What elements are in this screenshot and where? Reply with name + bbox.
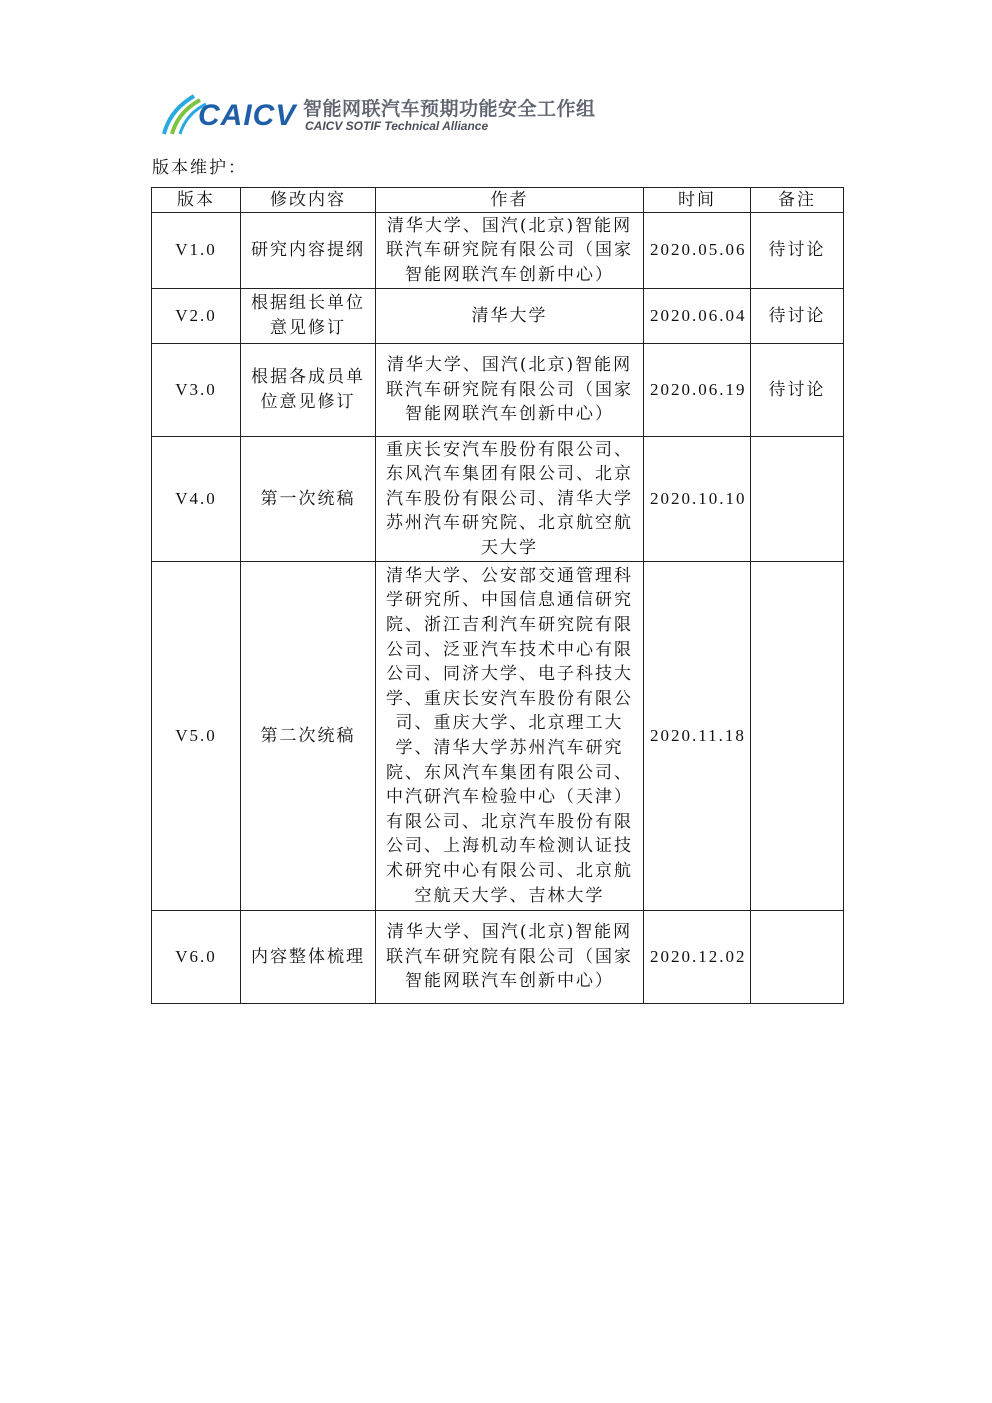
change-cell: 根据组长单位意见修订 — [241, 289, 376, 344]
table-row — [152, 911, 844, 1004]
date-cell: 2020.10.10 — [644, 437, 751, 562]
header-version: 版本 — [152, 188, 241, 213]
table-row — [152, 289, 844, 344]
author-cell: 清华大学、国汽(北京)智能网联汽车研究院有限公司（国家智能网联汽车创新中心） — [376, 344, 644, 437]
change-cell: 第一次统稿 — [241, 437, 376, 562]
version-history-table — [151, 187, 844, 1004]
change-cell: 根据各成员单位意见修订 — [241, 344, 376, 437]
date-cell: 2020.06.19 — [644, 344, 751, 437]
note-cell — [751, 437, 844, 562]
date-cell: 2020.12.02 — [644, 911, 751, 1004]
caicv-logo — [160, 88, 620, 136]
table-row — [152, 213, 844, 289]
table-row — [152, 437, 844, 562]
version-cell: V2.0 — [152, 289, 241, 344]
logo-chinese-name: 智能网联汽车预期功能安全工作组 — [303, 98, 596, 120]
header-author: 作者 — [376, 188, 644, 213]
change-cell: 研究内容提纲 — [241, 213, 376, 289]
change-cell: 内容整体梳理 — [241, 911, 376, 1004]
note-cell — [751, 562, 844, 911]
note-cell — [751, 911, 844, 1004]
header-date: 时间 — [644, 188, 751, 213]
note-cell: 待讨论 — [751, 289, 844, 344]
header-change: 修改内容 — [241, 188, 376, 213]
logo-english-name: CAICV SOTIF Technical Alliance — [305, 119, 489, 133]
version-cell: V6.0 — [152, 911, 241, 1004]
version-cell: V5.0 — [152, 562, 241, 911]
note-cell: 待讨论 — [751, 213, 844, 289]
logo-mark-text: CAICV — [198, 99, 297, 132]
author-cell: 清华大学、公安部交通管理科学研究所、中国信息通信研究院、浙江吉利汽车研究院有限公司、泛亚汽车技术中心有限公司、同济大学、电子科技大学、重庆长安汽车股份有限公司、重庆大学、北京理工大学、清华大学苏州汽车研究院、东风汽车集团有限公司、中汽研汽车检验中心（天津）有限公司、北京汽车股份有限公司、上海机动车检测认证技术研究中心有限公司、北京航空航天大学、吉林大学 — [376, 562, 644, 911]
change-cell: 第二次统稿 — [241, 562, 376, 911]
note-cell: 待讨论 — [751, 344, 844, 437]
section-heading: 版本维护： — [152, 158, 247, 178]
caicv-logo-mark — [160, 88, 300, 136]
date-cell: 2020.05.06 — [644, 213, 751, 289]
date-cell: 2020.06.04 — [644, 289, 751, 344]
author-cell: 清华大学、国汽(北京)智能网联汽车研究院有限公司（国家智能网联汽车创新中心） — [376, 213, 644, 289]
table-row — [152, 344, 844, 437]
author-cell: 清华大学、国汽(北京)智能网联汽车研究院有限公司（国家智能网联汽车创新中心） — [376, 911, 644, 1004]
table-row — [152, 562, 844, 911]
date-cell: 2020.11.18 — [644, 562, 751, 911]
header-note: 备注 — [751, 188, 844, 213]
author-cell: 重庆长安汽车股份有限公司、东风汽车集团有限公司、北京汽车股份有限公司、清华大学苏州汽车研究院、北京航空航天大学 — [376, 437, 644, 562]
version-cell: V1.0 — [152, 213, 241, 289]
table-header-row — [152, 188, 844, 213]
version-cell: V3.0 — [152, 344, 241, 437]
version-cell: V4.0 — [152, 437, 241, 562]
author-cell: 清华大学 — [376, 289, 644, 344]
